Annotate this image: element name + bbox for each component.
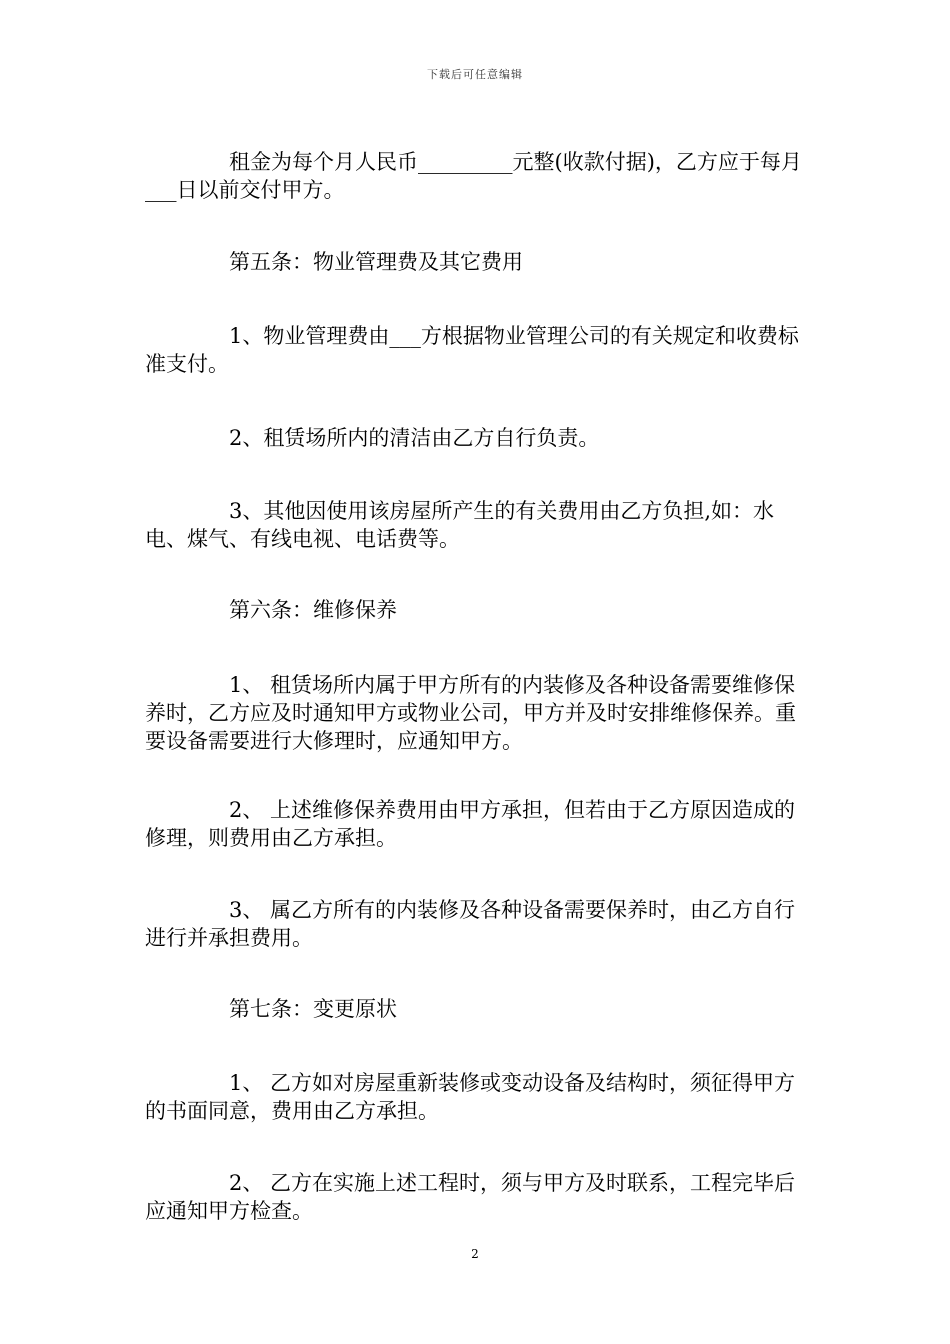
- download-note: 下载后可任意编辑: [427, 68, 523, 81]
- article-five-item-3: 3、其他因使用该房屋所产生的有关费用由乙方负担,如：水电、煤气、有线电视、电话费等。: [145, 499, 775, 551]
- article-five-heading: 第五条：物业管理费及其它费用: [229, 250, 523, 274]
- article-six-item-2: 2、 上述维修保养费用由甲方承担，但若由于乙方原因造成的修理，则费用由乙方承担。: [145, 798, 796, 850]
- article-six-heading: 第六条：维修保养: [229, 598, 397, 622]
- article-seven-item-2: 2、 乙方在实施上述工程时，须与甲方及时联系，工程完毕后应通知甲方检查。: [145, 1171, 796, 1223]
- article-six-item-1: 1、 租赁场所内属于甲方所有的内装修及各种设备需要维修保养时，乙方应及时通知甲方或物业公司，甲方并及时安排维修保养。重要设备需要进行大修理时，应通知甲方。: [145, 673, 796, 753]
- article-seven-heading: 第七条：变更原状: [229, 997, 397, 1021]
- article-six-item-3: 3、 属乙方所有的内装修及各种设备需要保养时，由乙方自行进行并承担费用。: [145, 898, 796, 950]
- rent-payment-paragraph: 租金为每个月人民币_________元整(收款付据)，乙方应于每月___日以前交付甲方。: [145, 150, 802, 202]
- article-five-item-1: 1、物业管理费由___方根据物业管理公司的有关规定和收费标准支付。: [145, 324, 799, 376]
- page-number: 2: [471, 1247, 479, 1261]
- article-five-item-2: 2、租赁场所内的清洁由乙方自行负责。: [229, 426, 600, 450]
- article-seven-item-1: 1、 乙方如对房屋重新装修或变动设备及结构时，须征得甲方的书面同意，费用由乙方承担。: [145, 1071, 796, 1123]
